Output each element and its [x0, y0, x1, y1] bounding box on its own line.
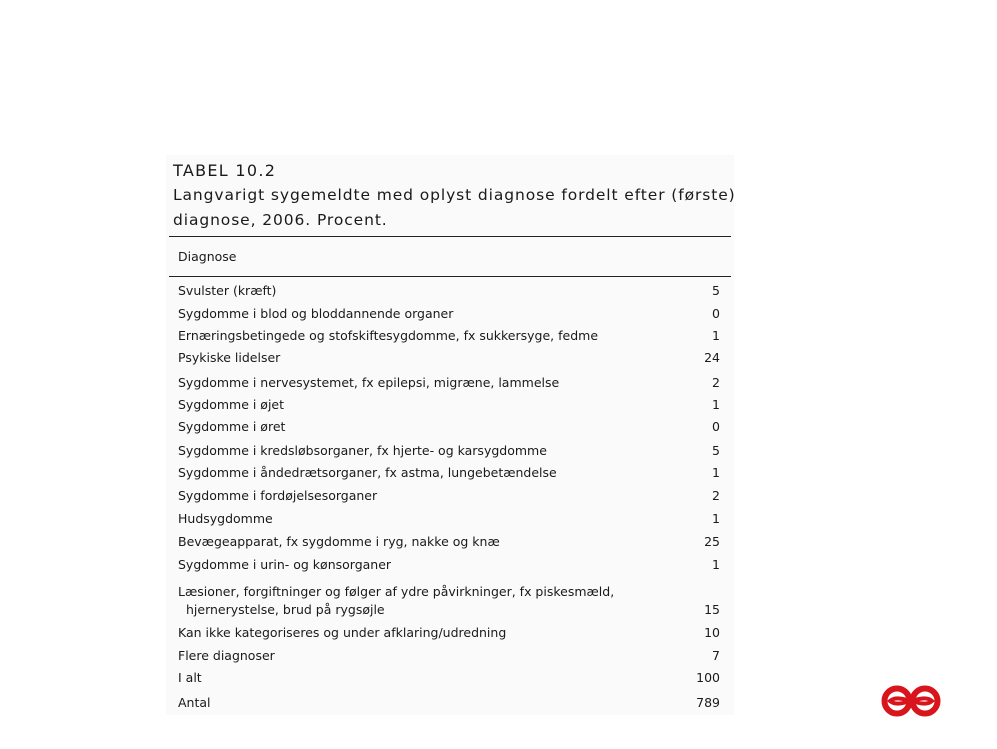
row-value: 0 [712, 419, 720, 434]
row-value: 25 [704, 534, 720, 549]
row-label: Ernæringsbetingede og stofskiftesygdomme, fx sukkersyge, fedme [178, 328, 599, 343]
row-value: 0 [712, 306, 720, 321]
row-label: Hudsygdomme [178, 511, 273, 526]
row-label: Læsioner, forgiftninger og følger af ydre påvirkninger, fx piskesmæld, [178, 584, 615, 599]
row-label: Sygdomme i åndedrætsorganer, fx astma, lungebetændelse [178, 465, 557, 480]
row-label: Psykiske lidelser [178, 350, 281, 365]
header-bottom-rule [169, 276, 731, 277]
header-top-rule [169, 236, 731, 237]
row-value: 1 [712, 465, 720, 480]
row-label: Sygdomme i øjet [178, 397, 285, 412]
row-label: Bevægeapparat, fx sygdomme i ryg, nakke og knæ [178, 534, 500, 549]
row-value: 5 [712, 283, 720, 298]
row-value: 24 [704, 350, 720, 365]
row-label: Antal [178, 695, 211, 710]
table-caption-line-2: diagnose, 2006. Procent. [173, 211, 388, 229]
table-caption-line-1: Langvarigt sygemeldte med oplyst diagnose fordelt efter (første) [173, 186, 736, 204]
table-title-block [173, 158, 736, 233]
row-label: Sygdomme i blod og bloddannende organer [178, 306, 454, 321]
row-label: Sygdomme i kredsløbsorganer, fx hjerte- og karsygdomme [178, 443, 547, 458]
row-value: 1 [712, 557, 720, 572]
row-value: 100 [696, 670, 720, 685]
row-label: Sygdomme i fordøjelsesorganer [178, 488, 378, 503]
column-header-diagnose: Diagnose [178, 249, 237, 264]
row-value: 5 [712, 443, 720, 458]
row-label: Svulster (kræft) [178, 283, 277, 298]
row-value: 7 [712, 648, 720, 663]
table-heading: TABEL 10.2 [173, 161, 277, 180]
row-label: Sygdomme i urin- og kønsorganer [178, 557, 392, 572]
row-value: 2 [712, 375, 720, 390]
infinity-rings-logo-icon [880, 684, 942, 718]
row-value: 789 [696, 695, 720, 710]
row-label: Flere diagnoser [178, 648, 275, 663]
row-value: 1 [712, 328, 720, 343]
row-value: 1 [712, 397, 720, 412]
row-label-continuation: hjernerystelse, brud på rygsøjle [186, 602, 385, 617]
row-value: 1 [712, 511, 720, 526]
row-value: 2 [712, 488, 720, 503]
row-label: Sygdomme i nervesystemet, fx epilepsi, migræne, lammelse [178, 375, 560, 390]
row-value: 15 [704, 602, 720, 617]
row-value: 10 [704, 625, 720, 640]
row-label: Sygdomme i øret [178, 419, 286, 434]
row-label: Kan ikke kategoriseres og under afklaring/udredning [178, 625, 507, 640]
row-label: I alt [178, 670, 202, 685]
